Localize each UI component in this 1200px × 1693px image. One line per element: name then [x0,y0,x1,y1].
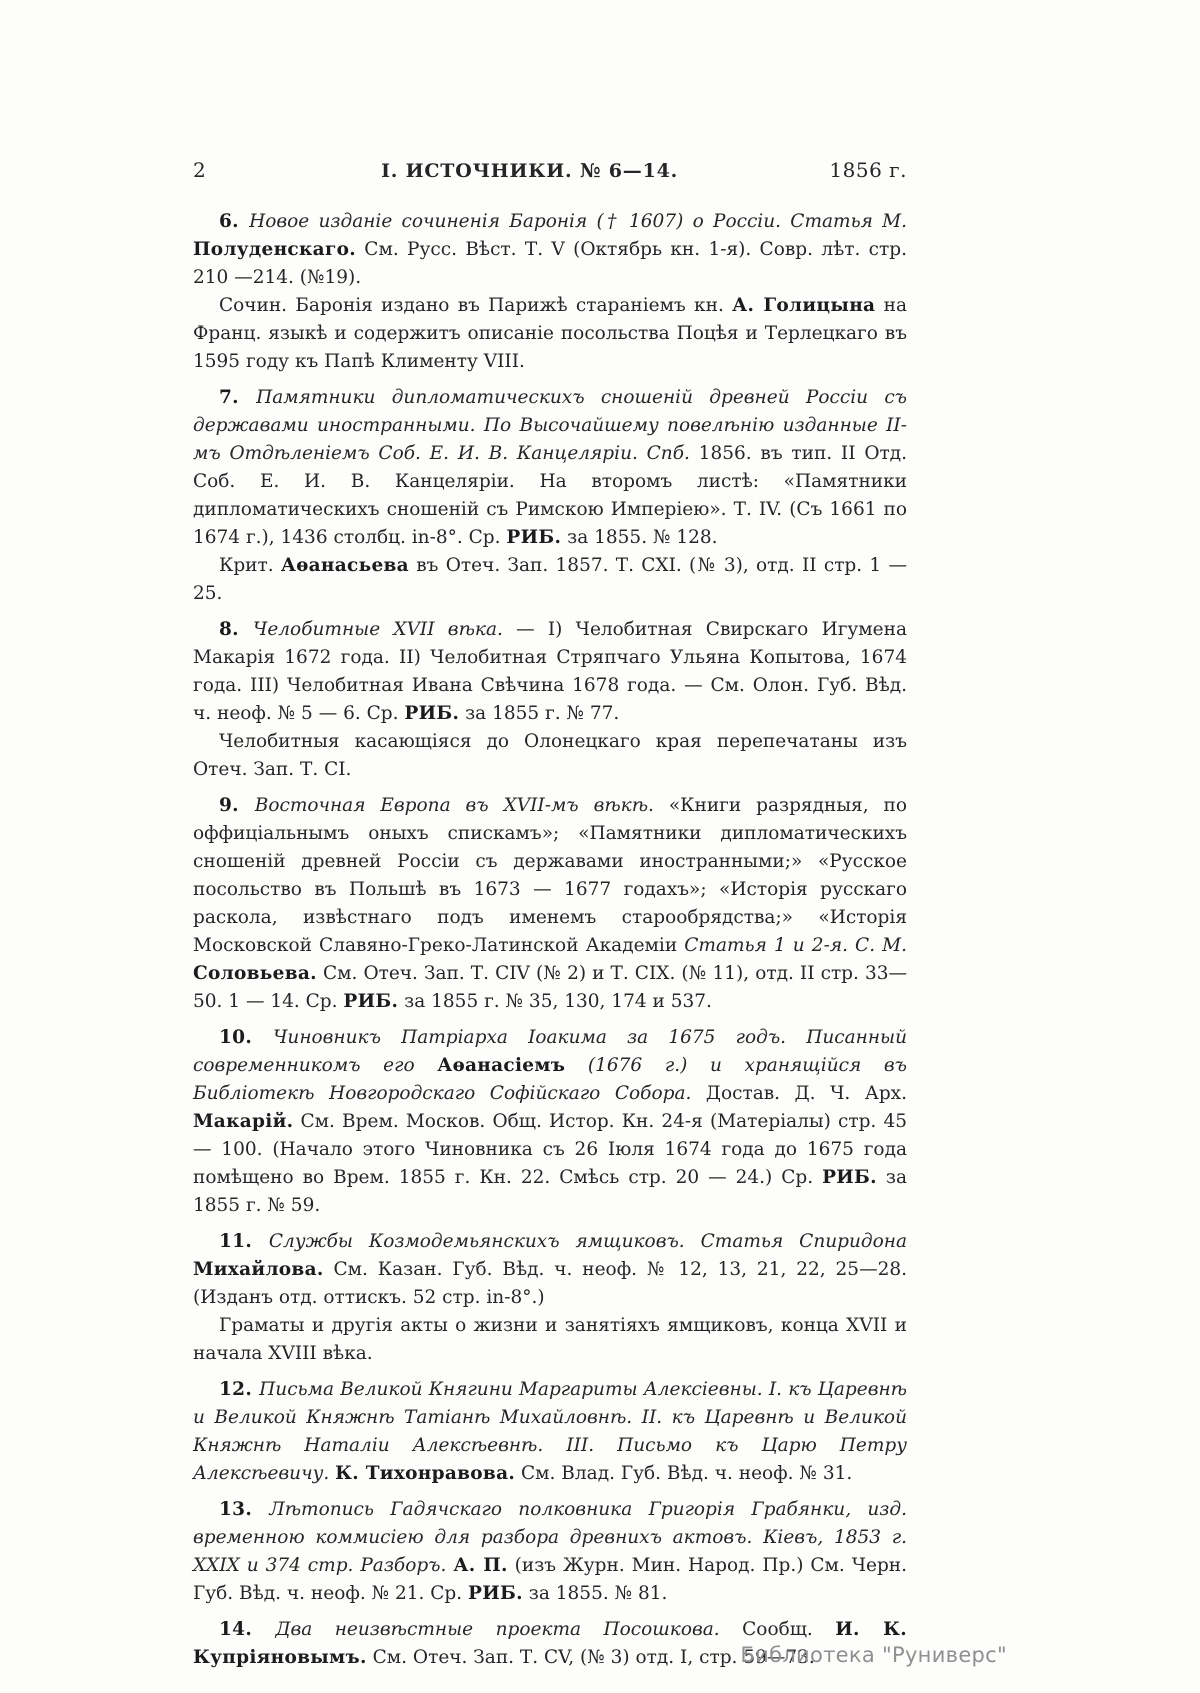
text-run: См. Русс. Вѣст. Т. V (Октябрь кн. 1-я). Совр. лѣт. стр. 210 —214. (№19). [193,239,907,288]
page-number: 2 [193,158,206,182]
emphasized-name: Полуденскаго. [193,239,356,260]
bibliography-entry [193,1024,907,1220]
library-watermark: Библиотека "Руниверс" [740,1643,1007,1667]
text-run: Чиновникъ Патріарха Іоакима за 1675 годъ. Писанный современникомъ его [193,1027,907,1076]
emphasized-name: РИБ. [506,527,562,548]
entry-paragraph [193,728,907,784]
emphasized-name: РИБ. [404,703,460,724]
text-run: Службы Козмодемьянскихъ ямщиковъ. Статья Спиридона [268,1231,907,1252]
entry-paragraph [193,1496,907,1608]
entry-paragraph [193,1312,907,1368]
emphasized-name: И. К. Купріяновымъ. [193,1619,908,1668]
text-run: См. Отеч. Зап. Т. CIV (№ 2) и Т. CIX. (№ 11), отд. II стр. 33—50. 1 — 14. Ср. [193,963,907,1012]
entry-paragraph [193,792,907,1016]
entry-paragraph [193,1376,907,1488]
emphasized-name: А. П. [453,1555,508,1576]
emphasized-name: 14. [219,1619,276,1640]
emphasized-name: 9. [219,795,255,816]
running-title: І. ИСТОЧНИКИ. № 6—14. [381,160,679,182]
entry-paragraph [193,1228,907,1312]
text-run: Восточная Европа въ XVII-мъ вѣкѣ. [254,795,654,816]
entry-paragraph [193,616,907,728]
entry-paragraph [193,1024,907,1220]
text-run: Письма Великой Княгини Маргариты Алексіевны. I. къ Царевнѣ и Великой Княжнѣ Татіанѣ Михайловнѣ. II. къ Царевнѣ и Великой Княжнѣ Наталіи Алексѣевнѣ. III. Письмо къ Царю Петру Алексѣевичу. [193,1379,907,1484]
text-run: — I) Челобитная Свирскаго Игумена Макарія 1672 года. II) Челобитная Стряпчаго Ульяна Копытова, 1674 года. III) Челобитная Ивана Свѣчина 1678 года. — См. Олон. Губ. Вѣд. ч. неоф. № 5 — 6. Ср. [193,619,907,724]
bibliography-entry [193,208,907,376]
emphasized-name: РИБ. [822,1167,877,1188]
text-run: за 1855 г. № 59. [193,1167,907,1216]
bibliography-entry [193,792,907,1016]
emphasized-name: 7. [219,387,257,408]
text-run: См. Врем. Москов. Общ. Истор. Кн. 24-я (Матеріалы) стр. 45 — 100. (Начало этого Чиновника съ 26 Іюля 1674 года до 1675 года помѣщено во Врем. 1855 г. Кн. 22. Смѣсь стр. 20 — 24.) Ср. [193,1111,907,1188]
text-run: См. Влад. Губ. Вѣд. ч. неоф. № 31. [515,1463,853,1484]
text-run: Новое изданіе сочиненія Баронія († 1607) о Россіи. [249,211,782,232]
text-run: за 1855. № 81. [522,1583,668,1604]
emphasized-name: 13. [219,1499,270,1520]
emphasized-name: А. Голицына [732,295,876,316]
text-run: въ Отеч. Зап. 1857. Т. СХІ. (№ 3), отд. II стр. 1 — 25. [193,555,907,604]
text-run: на Франц. языкѣ и содержитъ описаніе посольства Поцѣя и Терлецкаго въ 1595 году къ Папѣ Клименту VIII. [193,295,907,372]
emphasized-name: 6. [219,211,250,232]
text-run: (изъ Журн. Мин. Народ. Пр.) См. Черн. Губ. Вѣд. ч. неоф. № 21. Ср. [193,1555,907,1604]
emphasized-name: 8. [219,619,254,640]
entry-paragraph [193,552,907,608]
text-run: за 1855. № 128. [561,527,718,548]
text-run: Статья М. [781,211,908,232]
text-run: Граматы и другія акты о жизни и занятіяхъ ямщиковъ, конца XVII и начала XVIII вѣка. [193,1315,907,1364]
text-run: Челобитные XVII вѣка. [253,619,503,640]
text-run: Сочин. Баронія издано въ Парижѣ стараніемъ кн. [219,295,733,316]
text-run: Статья 1 и 2-я. С. М. [684,935,907,956]
emphasized-name: Михайлова. [193,1259,324,1280]
text-run: за 1855 г. № 77. [459,703,620,724]
bibliography-entry [193,1376,907,1488]
emphasized-name: 11. [219,1231,269,1252]
bibliography-entries [193,198,907,1672]
text-run: См. Отеч. Зап. Т. CV, (№ 3) отд. I, стр. 59—73. [366,1647,815,1668]
text-run: Два неизвѣстные проекта Посошкова. [275,1619,720,1640]
text-run: Лѣтопись Гадячскаго полковника Григорія Грабянки, изд. временною коммисіею для разбора древнихъ актовъ. Кіевъ, 1853 г. XXIX и 374 стр. Разборъ. [193,1499,907,1576]
emphasized-name: Макарій. [193,1111,294,1132]
emphasized-name: 12. [219,1379,260,1400]
text-run: (1676 г.) и хранящійся въ Библіотекѣ Новгородскаго Софійскаго Собора. [193,1055,907,1104]
entry-paragraph [193,208,907,292]
text-run: 1856. въ тип. II Отд. Соб. Е. И. В. Канцеляріи. На второмъ листѣ: «Памятники дипломатическихъ сношеній съ Римскою Имперіею». Т. IV. (Съ 1661 по 1674 г.), 1436 столбц. in-8°. Ср. [193,443,907,548]
text-run: Челобитныя касающіяся до Олонецкаго края перепечатаны изъ Отеч. Зап. Т. СІ. [193,731,907,780]
entry-paragraph [193,384,907,552]
text-run: См. Казан. Губ. Вѣд. ч. неоф. № 12, 13, 21, 22, 25—28. (Изданъ отд. оттискъ. 52 стр. in-8°.) [193,1259,907,1308]
text-run: Сообщ. [719,1619,836,1640]
bibliography-entry [193,1496,907,1608]
emphasized-name: Соловьева. [193,963,317,984]
text-run: Достав. Д. Ч. Арх. [691,1083,907,1104]
page-header [193,158,907,182]
emphasized-name: Аѳанасьева [280,555,409,576]
emphasized-name: К. Тихонравова. [335,1463,516,1484]
emphasized-name: РИБ. [468,1583,523,1604]
header-year: 1856 г. [829,158,907,182]
text-run: Крит. [219,555,281,576]
emphasized-name: 10. [219,1027,274,1048]
bibliography-entry [193,1228,907,1368]
text-run: «Книги разрядныя, по оффиціальнымъ оныхъ спискамъ»; «Памятники дипломатическихъ сношеній древней Россіи съ державами иностранными;» «Русское посольство въ Польшѣ въ 1673 — 1677 годахъ»; «Исторія русскаго раскола, извѣстнаго подъ именемъ старообрядства;» «Исторія Московской Славяно-Греко-Латинской Академіи [193,795,907,956]
emphasized-name: РИБ. [343,991,399,1012]
entry-paragraph [193,292,907,376]
bibliography-entry [193,384,907,608]
text-run: за 1855 г. № 35, 130, 174 и 537. [398,991,712,1012]
text-run: Памятники дипломатическихъ сношеній древней Россіи съ державами иностранными. По Высочайшему повелѣнію изданные ІІ-мъ Отдѣленіемъ Соб. Е. И. В. Канцеляріи. Спб. [193,387,908,464]
bibliography-entry [193,616,907,784]
emphasized-name: Аѳанасіемъ [437,1055,566,1076]
